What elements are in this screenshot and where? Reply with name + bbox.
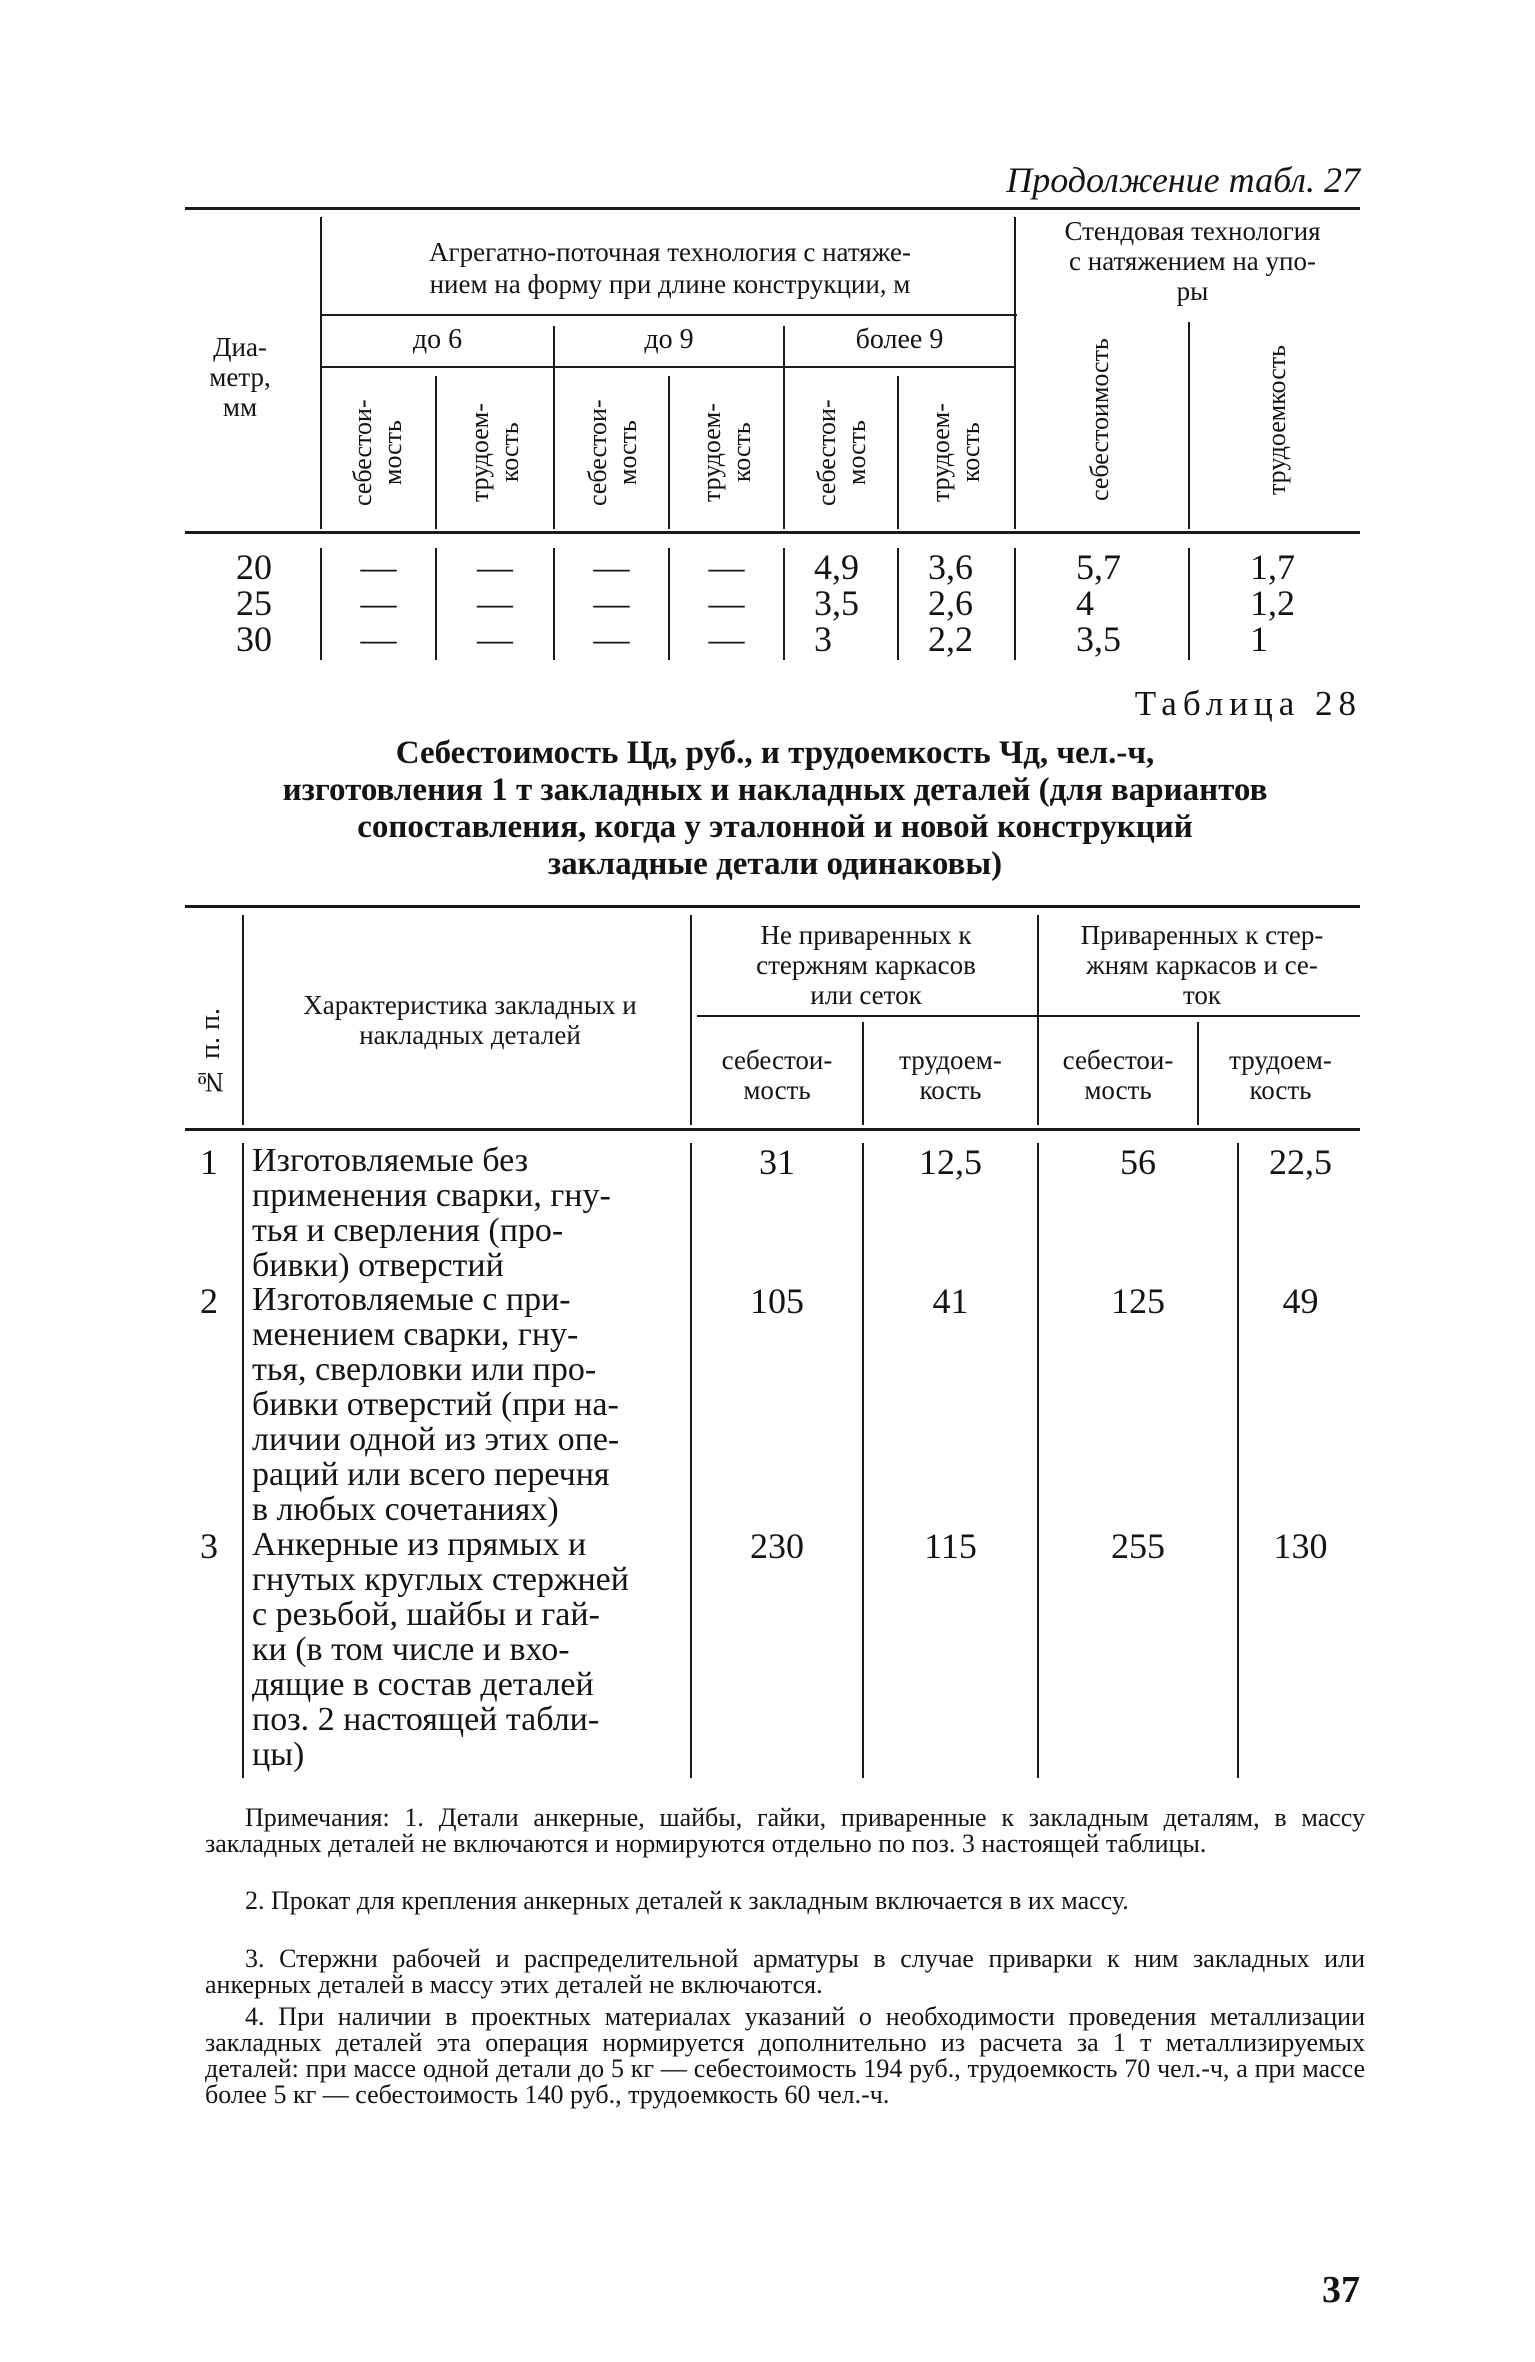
labor-cell: — bbox=[477, 619, 513, 659]
note-4: 4. При наличии в проектных материалах указаний о необходимости проведения металлизации закладных деталей эта операция нормируется дополнительно из расчета за 1 т металлизируемых деталей: при массе одной детали до 5 кг — себестоимость 194 руб., трудоемкость 70 чел.-ч, а при массе более 5 кг — себестоимость 140 руб., трудоемкость 60 чел.-ч. bbox=[205, 2002, 1365, 2109]
labor-cell: 41 bbox=[932, 1281, 969, 1321]
table28-title: Себестоимость Цд, руб., и трудоемкость Чд, чел.-ч, изготовления 1 т закладных и накладных деталей (для вариантов сопоставления, когда у эталонной и новой конструкций закладные детали одинаковы) bbox=[282, 735, 1268, 882]
col-number-header: № п. п. bbox=[195, 1008, 226, 1097]
cost-cell: — bbox=[593, 547, 630, 587]
cost-cell: 31 bbox=[759, 1142, 795, 1182]
col-labor-header: трудоем- кость bbox=[926, 403, 985, 502]
labor-cell: 115 bbox=[924, 1526, 977, 1566]
aggregate-technology-header: Агрегатно-поточная технология с натяже- нием на форму при длине конструкции, м bbox=[429, 237, 911, 299]
col-cost-header: себестои- мость bbox=[721, 1045, 833, 1105]
labor-cell: — bbox=[477, 583, 513, 623]
col-labor-header: трудоем- кость bbox=[697, 403, 756, 502]
page-number: 37 bbox=[1322, 2269, 1360, 2311]
row-number: 3 bbox=[200, 1526, 218, 1566]
stand-labor-cell: 1 bbox=[1250, 619, 1268, 659]
labor-cell: — bbox=[708, 619, 745, 659]
diameter-cell: 20 bbox=[236, 547, 272, 587]
row-characteristic: Изготовляемые без применения сварки, гну- тья и сверления (про- бивки) отверстий bbox=[252, 1142, 611, 1284]
cost-cell: 4,9 bbox=[814, 547, 859, 587]
cost-cell: 230 bbox=[750, 1526, 804, 1566]
subgroup-up-to-9: до 9 bbox=[644, 324, 694, 355]
labor-cell: 3,6 bbox=[928, 547, 973, 587]
cost-cell: 3 bbox=[814, 619, 832, 659]
row-number: 2 bbox=[200, 1281, 218, 1321]
subgroup-over-9: более 9 bbox=[855, 324, 944, 355]
cost-cell: — bbox=[360, 583, 397, 623]
stand-labor-cell: 1,2 bbox=[1250, 583, 1295, 623]
note-3: 3. Стержни рабочей и распределительной арматуры в случае приварки к ним закладных или анкерных деталей в массу этих деталей не включаются. bbox=[205, 1944, 1365, 1999]
stand-cost-cell: 3,5 bbox=[1076, 619, 1121, 659]
labor-cell: 2,6 bbox=[928, 583, 973, 623]
col-cost-header: себестои- мость bbox=[812, 399, 871, 506]
diameter-cell: 25 bbox=[236, 583, 272, 623]
col-labor-full-header: трудоемкость bbox=[1262, 345, 1291, 495]
labor-cell: 12,5 bbox=[919, 1142, 982, 1182]
note-2: 2. Прокат для крепления анкерных деталей к закладным включается в их массу. bbox=[245, 1886, 1129, 1915]
labor-cell: — bbox=[708, 583, 745, 623]
cost-cell: 255 bbox=[1111, 1526, 1165, 1566]
col-cost-header: себестои- мость bbox=[348, 399, 407, 506]
col-labor-header: трудоем- кость bbox=[899, 1045, 1002, 1105]
stand-labor-cell: 1,7 bbox=[1250, 547, 1295, 587]
row-characteristic: Изготовляемые с при- менением сварки, гну- тья, сверловки или про- бивки отверстий (при на- личии одной из этих опе- раций или всего перечня в любых сочетаниях) bbox=[252, 1281, 620, 1528]
cost-cell: 56 bbox=[1120, 1142, 1156, 1182]
cost-cell: — bbox=[360, 547, 397, 587]
labor-cell: — bbox=[477, 547, 513, 587]
col-cost-full-header: себестоимость bbox=[1085, 338, 1114, 502]
cost-cell: 105 bbox=[750, 1281, 804, 1321]
col-characteristic-header: Характеристика закладных и накладных деталей bbox=[303, 990, 637, 1050]
labor-cell: 130 bbox=[1273, 1526, 1328, 1566]
labor-cell: 2,2 bbox=[928, 619, 973, 659]
subgroup-up-to-6: до 6 bbox=[412, 324, 463, 355]
col-labor-header: трудоем- кость bbox=[465, 403, 524, 502]
group-welded-header: Приваренных к стер- жням каркасов и се- ток bbox=[1080, 920, 1324, 1010]
labor-cell: 49 bbox=[1282, 1281, 1319, 1321]
row-number: 1 bbox=[200, 1142, 218, 1182]
labor-cell: 22,5 bbox=[1269, 1142, 1332, 1182]
cost-cell: 3,5 bbox=[814, 583, 859, 623]
cost-cell: 125 bbox=[1111, 1281, 1165, 1321]
table27-continuation-caption: Продолжение табл. 27 bbox=[1006, 160, 1360, 200]
col-labor-header: трудоем- кость bbox=[1229, 1045, 1332, 1105]
group-not-welded-header: Не приваренных к стержням каркасов или сеток bbox=[756, 920, 976, 1010]
stand-technology-header: Стендовая технология с натяжением на упо- ры bbox=[1064, 216, 1321, 306]
note-1: Примечания: 1. Детали анкерные, шайбы, гайки, приваренные к закладным деталям, в массу закладных деталей не включаются и нормируются отдельно по поз. 3 настоящей таблицы. bbox=[205, 1803, 1365, 1858]
diameter-cell: 30 bbox=[236, 619, 272, 659]
cost-cell: — bbox=[593, 619, 630, 659]
col-diameter-header: Диа- метр, мм bbox=[209, 332, 271, 422]
col-cost-header: себестои- мость bbox=[1062, 1045, 1174, 1105]
row-characteristic: Анкерные из прямых и гнутых круглых стержней с резьбой, шайбы и гай- ки (в том числе и вхо- дящие в состав деталей поз. 2 настоящей табли- цы) bbox=[252, 1526, 629, 1773]
col-cost-header: себестои- мость bbox=[583, 399, 642, 506]
stand-cost-cell: 4 bbox=[1076, 583, 1094, 623]
cost-cell: — bbox=[360, 619, 397, 659]
stand-cost-cell: 5,7 bbox=[1076, 547, 1121, 587]
cost-cell: — bbox=[593, 583, 630, 623]
labor-cell: — bbox=[708, 547, 745, 587]
table28-label: Таблица 28 bbox=[1134, 684, 1362, 723]
